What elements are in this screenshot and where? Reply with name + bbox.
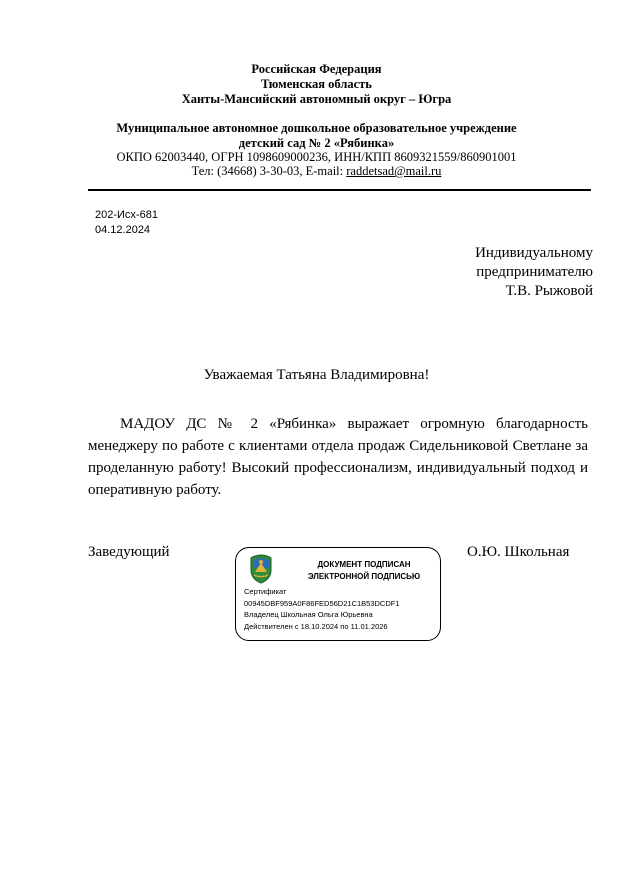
header-divider	[88, 189, 591, 191]
country-line: Российская Федерация	[251, 62, 382, 76]
organization-codes: ОКПО 62003440, ОГРН 1098609000236, ИНН/КПП 8609321559/860901001	[116, 150, 517, 164]
okrug-line: Ханты-Мансийский автономный округ – Югра	[181, 92, 452, 106]
letter-body: МАДОУ ДС № 2 «Рябинка» выражает огромную благодарность менеджеру по работе с клиентами отдела продаж Сидельниковой Светлане за проделанную работу! Высокий профессионализм, индивидуальный подход и оперативную работу.	[88, 416, 588, 498]
certificate-info	[244, 586, 400, 632]
email-link[interactable]: raddetsad@mail.ru	[346, 164, 442, 178]
greeting: Уважаемая Татьяна Владимировна!	[203, 367, 430, 383]
outgoing-number: 202-Исх-681	[95, 209, 158, 221]
stamp-title-line-1: ДОКУМЕНТ ПОДПИСАН	[317, 560, 411, 569]
addressee-line-2: предпринимателю	[476, 264, 593, 280]
organization-name: Муниципальное автономное дошкольное образовательное учреждение	[116, 121, 517, 135]
outgoing-date: 04.12.2024	[95, 224, 151, 236]
certificate-label: Сертификат	[244, 587, 287, 596]
organization-contacts	[0, 164, 633, 180]
electronic-signature-stamp	[235, 547, 441, 641]
signer-name: О.Ю. Школьная	[467, 544, 570, 560]
certificate-validity: Действителен с 18.10.2024 по 11.01.2026	[244, 621, 388, 631]
stamp-title	[294, 559, 434, 583]
signer-position: Заведующий	[88, 544, 170, 560]
organization-short-name: детский сад № 2 «Рябинка»	[238, 136, 395, 150]
addressee-line-1: Индивидуальному	[475, 245, 593, 261]
addressee-name: Т.В. Рыжовой	[505, 283, 593, 299]
contact-phone: Тел: (34668) 3-30-03, E-mail:	[191, 164, 347, 178]
certificate-number: 00945DBF959A0F86FED56D21C1B53DCDF1	[244, 598, 400, 608]
region-line: Тюменская область	[261, 77, 372, 91]
stamp-title-line-2: ЭЛЕКТРОННОЙ ПОДПИСЬЮ	[307, 572, 421, 581]
coat-of-arms-icon	[249, 554, 273, 584]
certificate-owner: Владелец Школьная Ольга Юрьевна	[244, 610, 373, 619]
